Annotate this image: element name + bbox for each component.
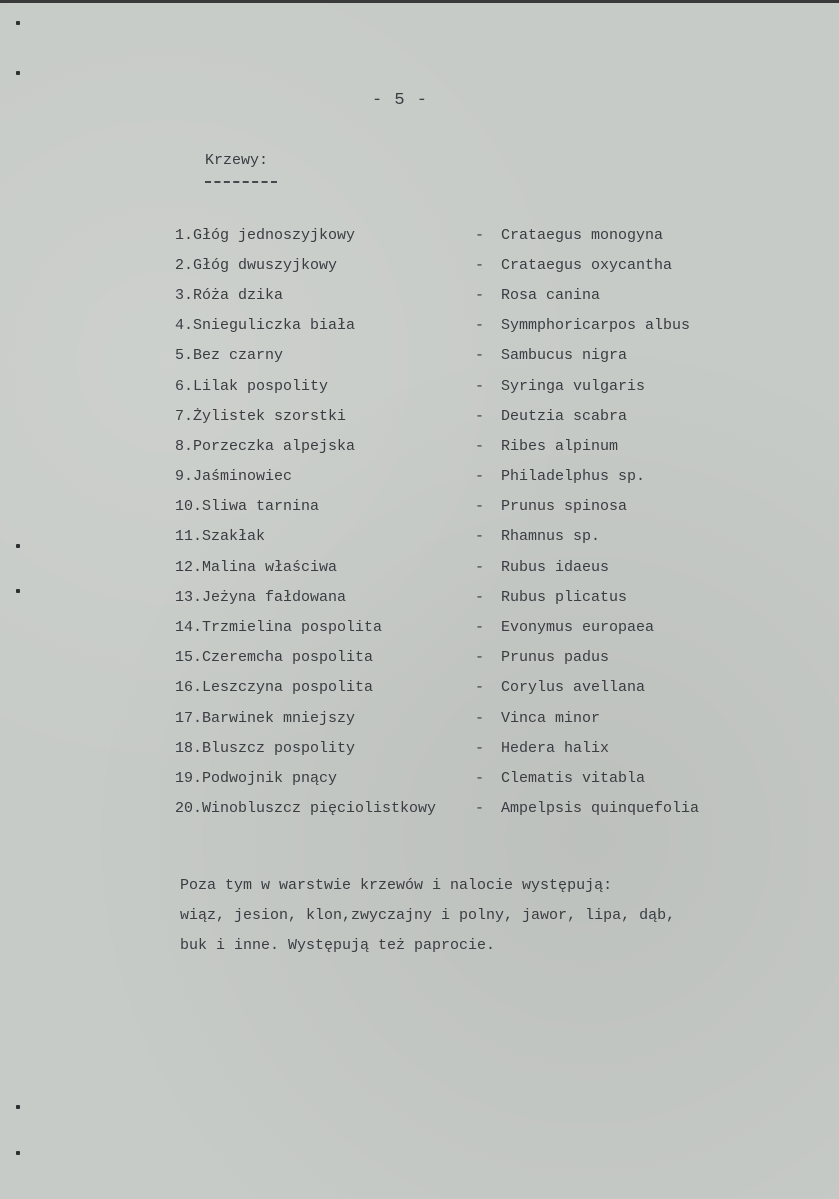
latin-name: Hedera halix	[501, 739, 610, 757]
separator-dash: -	[475, 347, 485, 365]
latin-name: Rubus plicatus	[501, 588, 628, 606]
list-item	[175, 552, 775, 582]
margin-mark	[16, 544, 20, 548]
separator-dash: -	[475, 800, 485, 818]
paragraph-line: Poza tym w warstwie krzewów i nalocie występują:	[180, 877, 613, 894]
paragraph-line: wiąz, jesion, klon,zwyczajny i polny, jawor, lipa, dąb,	[180, 907, 676, 924]
page-number: - 5 -	[371, 91, 428, 110]
separator-dash: -	[475, 769, 485, 787]
latin-name: Rosa canina	[501, 286, 601, 304]
paragraph-line: buk i inne. Występują też paprocie.	[180, 937, 496, 954]
latin-name: Sambucus nigra	[501, 347, 628, 365]
polish-name: 9.Jaśminowiec	[175, 468, 293, 486]
polish-name: 4.Snieguliczka biała	[175, 317, 356, 335]
list-item	[175, 733, 775, 763]
latin-name: Ampelpsis quinquefolia	[501, 800, 700, 818]
separator-dash: -	[475, 498, 485, 516]
separator-dash: -	[475, 619, 485, 637]
separator-dash: -	[475, 649, 485, 667]
margin-mark	[16, 589, 20, 593]
separator-dash: -	[475, 256, 485, 274]
list-item	[175, 220, 775, 250]
shrub-list	[175, 220, 775, 824]
latin-name: Rubus idaeus	[501, 558, 610, 576]
latin-name: Syringa vulgaris	[501, 377, 646, 395]
list-item	[175, 311, 775, 341]
list-item	[175, 341, 775, 371]
list-item	[175, 673, 775, 703]
margin-mark	[16, 71, 20, 75]
polish-name: 15.Czeremcha pospolita	[175, 649, 374, 667]
separator-dash: -	[475, 528, 485, 546]
polish-name: 11.Szakłak	[175, 528, 266, 546]
list-item	[175, 462, 775, 492]
separator-dash: -	[475, 226, 485, 244]
margin-mark	[16, 1105, 20, 1109]
list-item	[175, 703, 775, 733]
list-item	[175, 371, 775, 401]
separator-dash: -	[475, 377, 485, 395]
list-item	[175, 401, 775, 431]
polish-name: 1.Głóg jednoszyjkowy	[175, 226, 356, 244]
latin-name: Deutzia scabra	[501, 407, 628, 425]
polish-name: 17.Barwinek mniejszy	[175, 709, 356, 727]
separator-dash: -	[475, 317, 485, 335]
latin-name: Ribes alpinum	[501, 437, 619, 455]
latin-name: Rhamnus sp.	[501, 528, 601, 546]
list-item	[175, 763, 775, 793]
polish-name: 19.Podwojnik pnący	[175, 769, 338, 787]
list-item	[175, 522, 775, 552]
latin-name: Clematis vitabla	[501, 769, 646, 787]
separator-dash: -	[475, 588, 485, 606]
latin-name: Vinca minor	[501, 709, 601, 727]
list-item	[175, 643, 775, 673]
separator-dash: -	[475, 407, 485, 425]
margin-mark	[16, 21, 20, 25]
latin-name: Corylus avellana	[501, 679, 646, 697]
separator-dash: -	[475, 739, 485, 757]
separator-dash: -	[475, 709, 485, 727]
heading-underline	[205, 181, 277, 183]
latin-name: Prunus spinosa	[501, 498, 628, 516]
polish-name: 6.Lilak pospolity	[175, 377, 329, 395]
list-item	[175, 250, 775, 280]
polish-name: 10.Sliwa tarnina	[175, 498, 320, 516]
polish-name: 3.Róża dzika	[175, 286, 284, 304]
margin-mark	[16, 1151, 20, 1155]
polish-name: 5.Bez czarny	[175, 347, 284, 365]
polish-name: 7.Żylistek szorstki	[175, 407, 347, 425]
latin-name: Philadelphus sp.	[501, 468, 646, 486]
polish-name: 13.Jeżyna fałdowana	[175, 588, 347, 606]
separator-dash: -	[475, 286, 485, 304]
polish-name: 12.Malina właściwa	[175, 558, 338, 576]
separator-dash: -	[475, 437, 485, 455]
list-item	[175, 794, 775, 824]
separator-dash: -	[475, 468, 485, 486]
closing-paragraph	[180, 871, 800, 961]
list-item	[175, 582, 775, 612]
section-heading: Krzewy:	[205, 152, 269, 169]
separator-dash: -	[475, 558, 485, 576]
list-item	[175, 431, 775, 461]
latin-name: Evonymus europaea	[501, 619, 655, 637]
latin-name: Crataegus monogyna	[501, 226, 664, 244]
polish-name: 14.Trzmielina pospolita	[175, 619, 383, 637]
latin-name: Prunus padus	[501, 649, 610, 667]
latin-name: Symmphoricarpos albus	[501, 317, 691, 335]
polish-name: 8.Porzeczka alpejska	[175, 437, 356, 455]
list-item	[175, 612, 775, 642]
separator-dash: -	[475, 679, 485, 697]
polish-name: 20.Winobluszcz pięciolistkowy	[175, 800, 437, 818]
polish-name: 2.Głóg dwuszyjkowy	[175, 256, 338, 274]
polish-name: 18.Bluszcz pospolity	[175, 739, 356, 757]
polish-name: 16.Leszczyna pospolita	[175, 679, 374, 697]
list-item	[175, 492, 775, 522]
latin-name: Crataegus oxycantha	[501, 256, 673, 274]
list-item	[175, 280, 775, 310]
